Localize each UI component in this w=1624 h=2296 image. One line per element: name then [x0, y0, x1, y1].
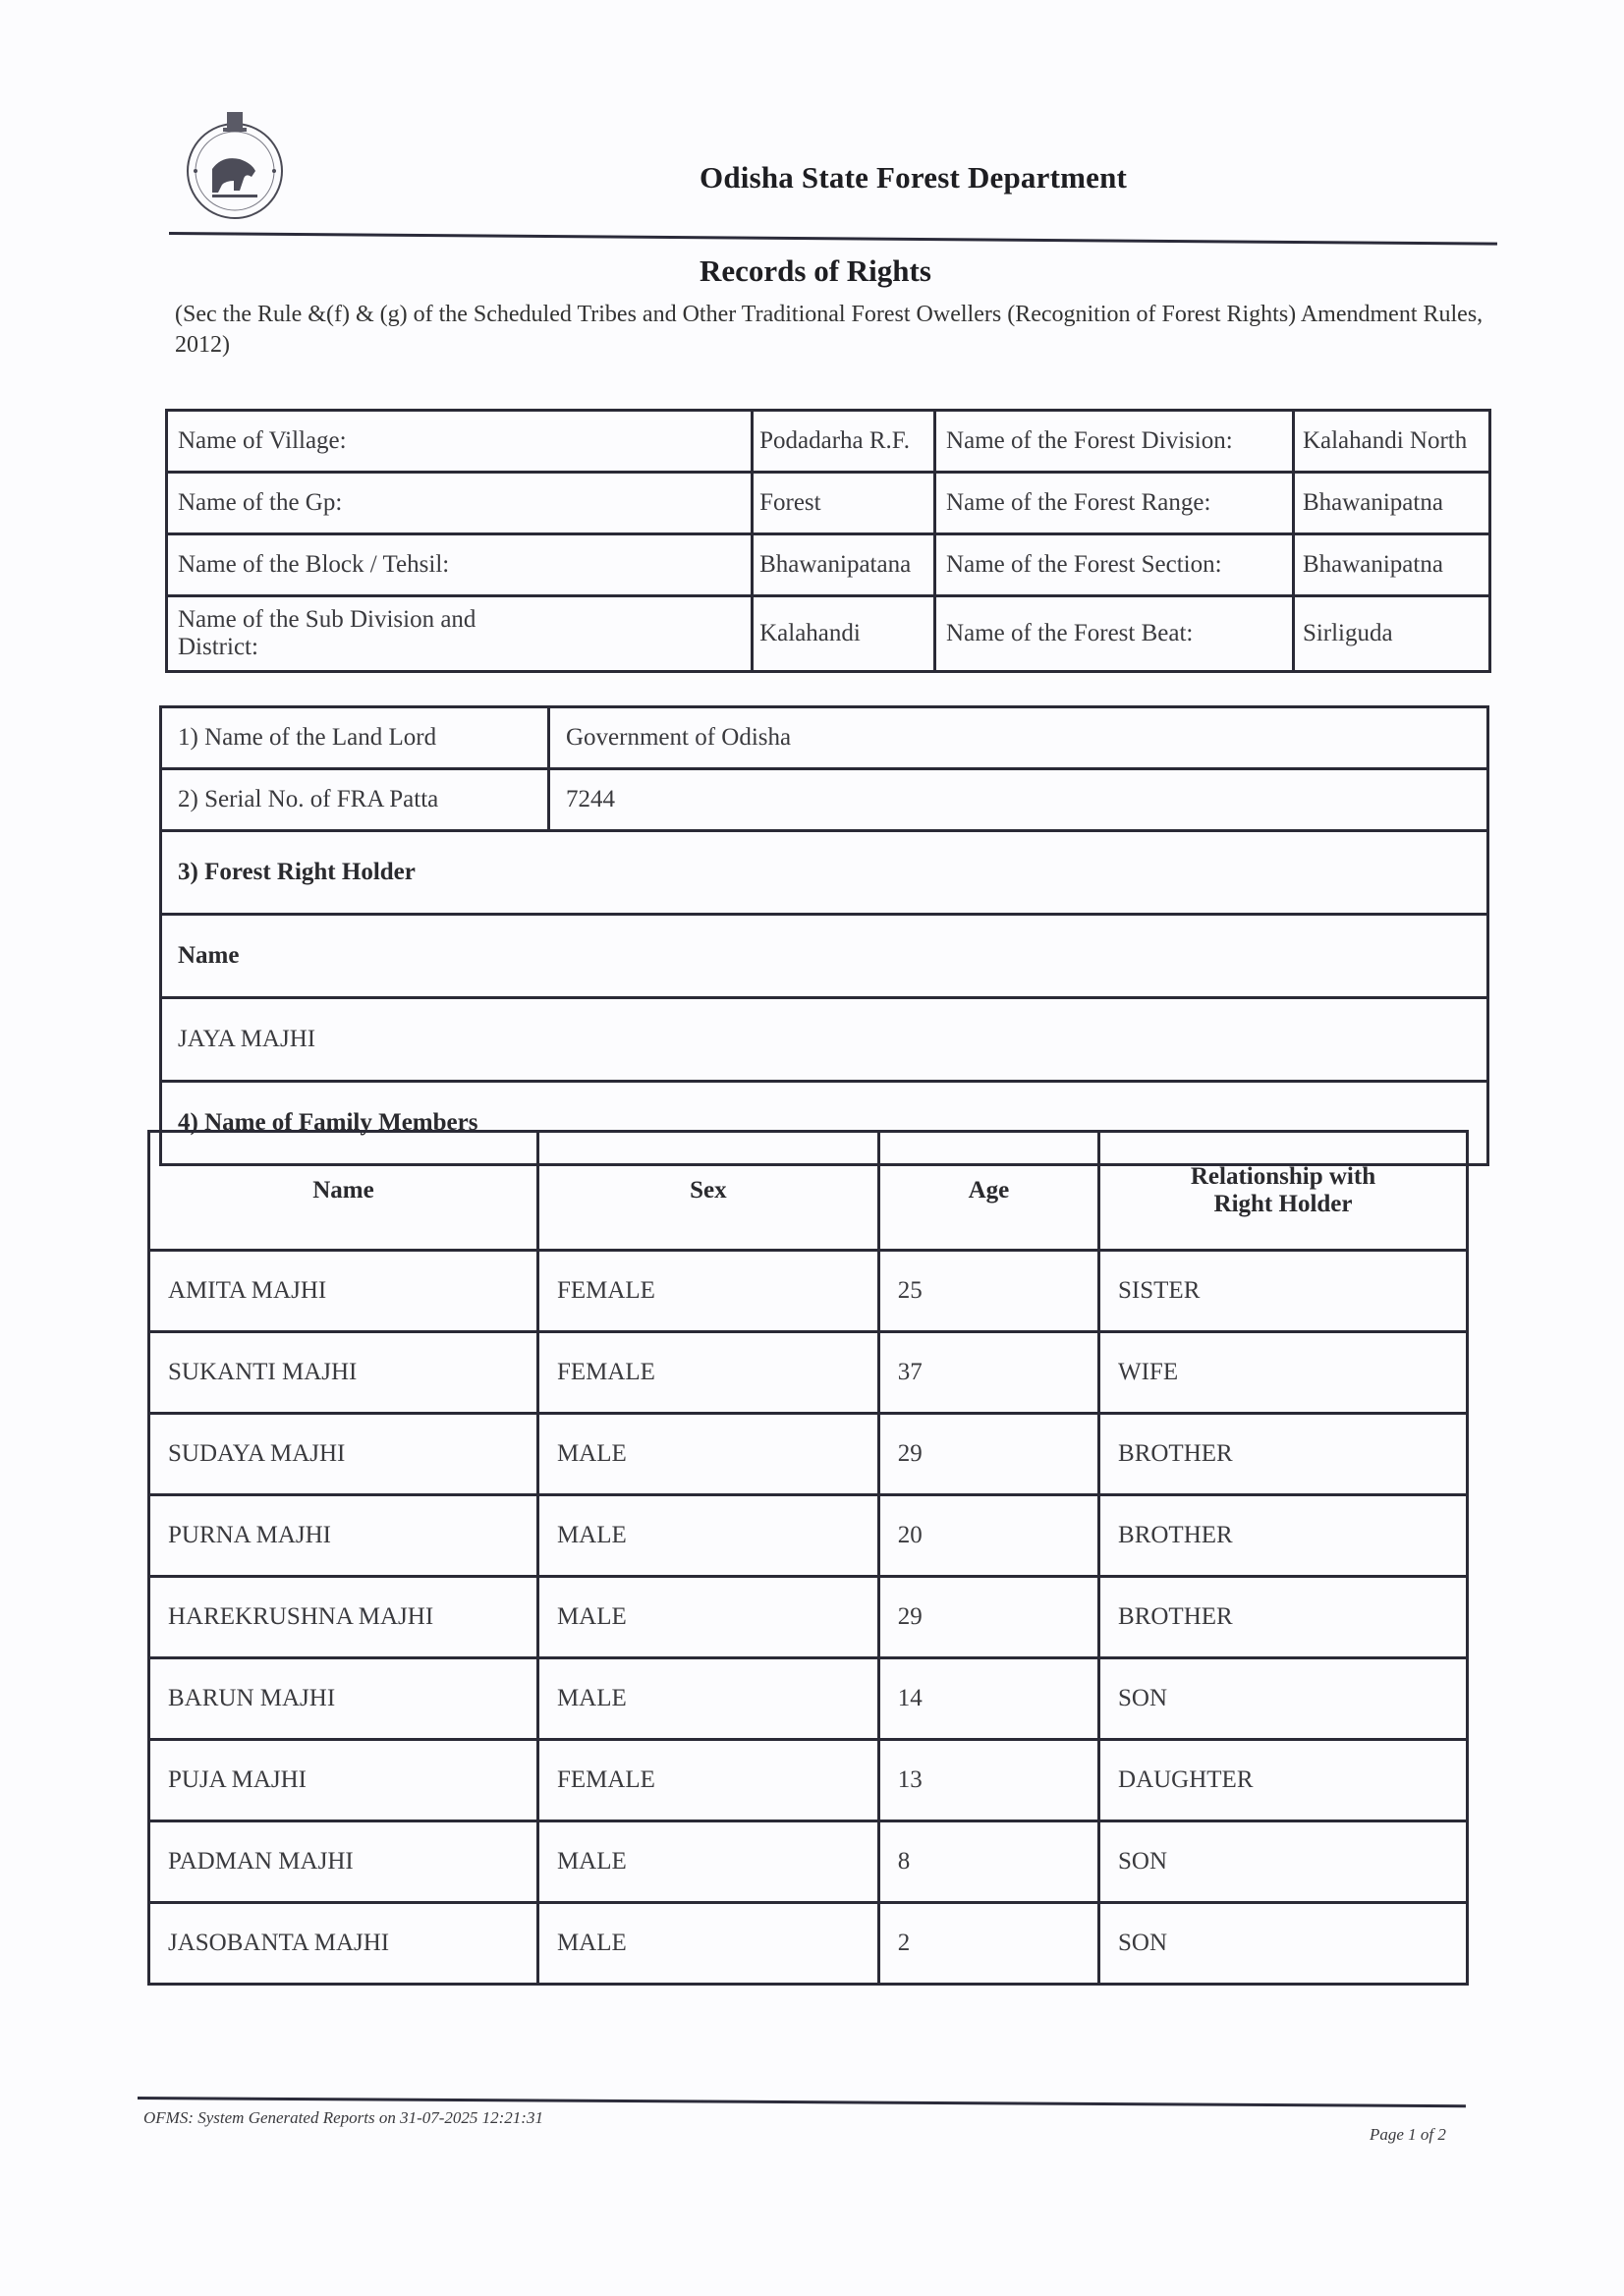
forest-beat-label: Name of the Forest Beat:	[935, 596, 1294, 672]
member-sex: MALE	[537, 1577, 878, 1658]
member-relationship: SON	[1099, 1821, 1468, 1903]
page-number: Page 1 of 2	[1370, 2125, 1446, 2144]
forest-beat-value: Sirliguda	[1293, 596, 1489, 672]
member-relationship: BROTHER	[1099, 1577, 1468, 1658]
holder-heading: 3) Forest Right Holder	[161, 831, 1488, 915]
member-age: 14	[878, 1658, 1098, 1740]
member-age: 13	[878, 1740, 1098, 1821]
family-member-row	[149, 1577, 1468, 1658]
land-lord-value: Government of Odisha	[549, 707, 1488, 769]
subdivision-label	[167, 596, 753, 672]
column-header-age: Age	[878, 1132, 1098, 1251]
family-member-row	[149, 1251, 1468, 1332]
location-row	[167, 596, 1490, 672]
member-sex: MALE	[537, 1658, 878, 1740]
document-title: Records of Rights	[700, 253, 931, 288]
member-age: 20	[878, 1495, 1098, 1577]
member-relationship: BROTHER	[1099, 1495, 1468, 1577]
department-name: Odisha State Forest Department	[700, 160, 1128, 195]
member-relationship: SON	[1099, 1903, 1468, 1985]
name-label: Name	[161, 915, 1488, 998]
family-member-row	[149, 1414, 1468, 1495]
subdivision-label-text: Name of the Sub Division and District:	[178, 606, 476, 660]
serial-value: 7244	[549, 769, 1488, 831]
member-age: 8	[878, 1821, 1098, 1903]
gp-label: Name of the Gp:	[167, 473, 753, 534]
forest-section-value: Bhawanipatna	[1293, 534, 1489, 596]
land-lord-row	[161, 707, 1488, 769]
forest-section-label: Name of the Forest Section:	[935, 534, 1294, 596]
block-label: Name of the Block / Tehsil:	[167, 534, 753, 596]
column-header-sex: Sex	[537, 1132, 878, 1251]
family-member-row	[149, 1332, 1468, 1414]
member-age: 2	[878, 1903, 1098, 1985]
family-member-row	[149, 1495, 1468, 1577]
location-table	[165, 409, 1491, 673]
forest-division-label: Name of the Forest Division:	[935, 411, 1294, 473]
member-relationship: BROTHER	[1099, 1414, 1468, 1495]
holder-name-row	[161, 998, 1488, 1082]
member-relationship: WIFE	[1099, 1332, 1468, 1414]
family-member-row	[149, 1903, 1468, 1985]
header-divider	[169, 232, 1497, 246]
family-member-row	[149, 1740, 1468, 1821]
column-header-relationship	[1099, 1132, 1468, 1251]
member-name: PUJA MAJHI	[149, 1740, 538, 1821]
member-age: 37	[878, 1332, 1098, 1414]
member-age: 25	[878, 1251, 1098, 1332]
block-value: Bhawanipatana	[753, 534, 935, 596]
member-name: PADMAN MAJHI	[149, 1821, 538, 1903]
family-member-row	[149, 1658, 1468, 1740]
gp-value: Forest	[753, 473, 935, 534]
record-table	[159, 705, 1489, 1166]
member-name: SUKANTI MAJHI	[149, 1332, 538, 1414]
name-label-row	[161, 915, 1488, 998]
member-sex: MALE	[537, 1821, 878, 1903]
member-sex: FEMALE	[537, 1332, 878, 1414]
family-member-row	[149, 1821, 1468, 1903]
forest-division-value: Kalahandi North	[1293, 411, 1489, 473]
family-heading: 4) Name of Family Members	[161, 1082, 1488, 1165]
holder-name: JAYA MAJHI	[161, 998, 1488, 1082]
serial-label: 2) Serial No. of FRA Patta	[161, 769, 549, 831]
holder-heading-row	[161, 831, 1488, 915]
member-name: PURNA MAJHI	[149, 1495, 538, 1577]
member-age: 29	[878, 1577, 1098, 1658]
generated-timestamp: OFMS: System Generated Reports on 31-07-2025 12:21:31	[143, 2108, 543, 2127]
document-subtitle: (Sec the Rule &(f) & (g) of the Scheduled Tribes and Other Traditional Forest Owellers (Recognition of Forest Rights) Amendment Rules, 2012)	[175, 302, 1484, 358]
member-age: 29	[878, 1414, 1098, 1495]
footer-divider	[138, 2097, 1466, 2107]
family-table	[147, 1130, 1469, 1986]
member-relationship: SISTER	[1099, 1251, 1468, 1332]
member-name: HAREKRUSHNA MAJHI	[149, 1577, 538, 1658]
forest-range-value: Bhawanipatna	[1293, 473, 1489, 534]
member-relationship: DAUGHTER	[1099, 1740, 1468, 1821]
location-row	[167, 473, 1490, 534]
family-header-row	[149, 1132, 1468, 1251]
odisha-emblem-icon	[183, 110, 287, 226]
member-sex: FEMALE	[537, 1740, 878, 1821]
member-sex: MALE	[537, 1903, 878, 1985]
serial-row	[161, 769, 1488, 831]
member-name: SUDAYA MAJHI	[149, 1414, 538, 1495]
member-name: JASOBANTA MAJHI	[149, 1903, 538, 1985]
member-sex: FEMALE	[537, 1251, 878, 1332]
column-header-name: Name	[149, 1132, 538, 1251]
member-sex: MALE	[537, 1495, 878, 1577]
member-relationship: SON	[1099, 1658, 1468, 1740]
member-sex: MALE	[537, 1414, 878, 1495]
land-lord-label: 1) Name of the Land Lord	[161, 707, 549, 769]
member-name: AMITA MAJHI	[149, 1251, 538, 1332]
village-label: Name of Village:	[167, 411, 753, 473]
village-value: Podadarha R.F.	[753, 411, 935, 473]
column-header-relationship-text: Relationship with Right Holder	[1190, 1163, 1376, 1217]
member-name: BARUN MAJHI	[149, 1658, 538, 1740]
forest-range-label: Name of the Forest Range:	[935, 473, 1294, 534]
location-row	[167, 411, 1490, 473]
location-row	[167, 534, 1490, 596]
subdivision-value: Kalahandi	[753, 596, 935, 672]
